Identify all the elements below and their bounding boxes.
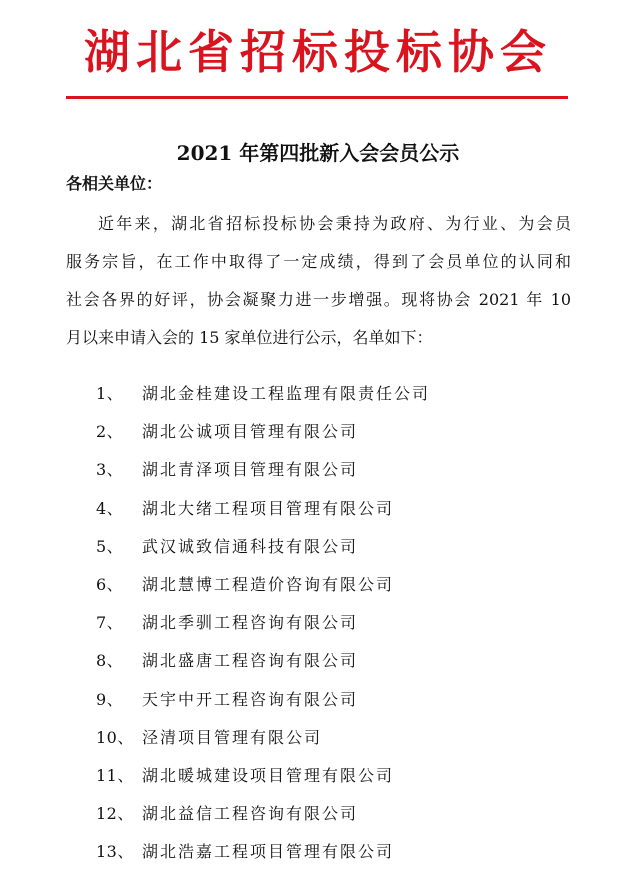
list-item-number: 1、 bbox=[96, 384, 124, 403]
list-item-number: 10、 bbox=[96, 727, 134, 747]
list-item bbox=[96, 528, 430, 566]
list-item bbox=[96, 604, 430, 642]
list-item-number: 11、 bbox=[96, 765, 134, 785]
list-item-company: 湖北益信工程咨询有限公司 bbox=[142, 804, 359, 824]
list-item bbox=[96, 375, 430, 413]
list-item-number: 3、 bbox=[96, 460, 124, 480]
list-item-company: 湖北季驯工程咨询有限公司 bbox=[142, 613, 359, 633]
list-item bbox=[96, 833, 430, 871]
list-item-company: 武汉诚致信通科技有限公司 bbox=[142, 536, 359, 556]
list-item bbox=[96, 757, 430, 795]
list-item-number: 13、 bbox=[96, 842, 134, 862]
list-item bbox=[96, 490, 430, 528]
list-item-company: 湖北大绪工程项目管理有限公司 bbox=[142, 498, 395, 518]
notice-title: 2021 年第四批新入会会员公示 bbox=[176, 141, 460, 165]
list-item-number: 2、 bbox=[96, 422, 124, 442]
list-item-number: 5、 bbox=[96, 536, 124, 556]
masthead-title: 湖北省招标投标协会 bbox=[84, 25, 552, 79]
list-item-number: 8、 bbox=[96, 651, 124, 671]
list-item-company: 湖北浩嘉工程项目管理有限公司 bbox=[142, 842, 395, 862]
list-item-number: 7、 bbox=[96, 613, 124, 633]
intro-line-2: 服务宗旨，在工作中取得了一定成绩，得到了会员单位的认同和 bbox=[66, 252, 571, 271]
list-item-company: 湖北金桂建设工程监理有限责任公司 bbox=[142, 384, 431, 403]
masthead-red-rule bbox=[66, 96, 568, 99]
list-item-number: 9、 bbox=[96, 689, 124, 709]
list-item-number: 4、 bbox=[96, 498, 124, 518]
list-item bbox=[96, 451, 430, 489]
list-item bbox=[96, 795, 430, 833]
list-item-company: 天宇中开工程咨询有限公司 bbox=[142, 689, 359, 709]
salutation: 各相关单位： bbox=[66, 174, 163, 193]
list-item-company: 湖北盛唐工程咨询有限公司 bbox=[142, 651, 359, 671]
list-item bbox=[96, 642, 430, 680]
list-item-number: 6、 bbox=[96, 574, 124, 594]
intro-paragraph bbox=[66, 205, 571, 357]
list-item bbox=[96, 566, 430, 604]
list-item-company: 湖北慧博工程造价咨询有限公司 bbox=[142, 574, 395, 594]
list-item-number: 12、 bbox=[96, 804, 134, 824]
intro-line-3: 社会各界的好评，协会凝聚力进一步增强。现将协会 2021 年 10 bbox=[66, 290, 571, 309]
list-item bbox=[96, 413, 430, 451]
list-item-company: 湖北青泽项目管理有限公司 bbox=[142, 460, 359, 480]
list-item-company: 湖北暖城建设项目管理有限公司 bbox=[142, 765, 395, 785]
member-list bbox=[96, 375, 430, 871]
intro-line-4: 月以来申请入会的 15 家单位进行公示，名单如下： bbox=[66, 328, 433, 347]
list-item bbox=[96, 719, 430, 757]
intro-line-1: 近年来，湖北省招标投标协会秉持为政府、为行业、为会员 bbox=[98, 214, 571, 233]
list-item-company: 泾清项目管理有限公司 bbox=[142, 727, 323, 747]
list-item bbox=[96, 681, 430, 719]
list-item-company: 湖北公诚项目管理有限公司 bbox=[142, 422, 359, 442]
